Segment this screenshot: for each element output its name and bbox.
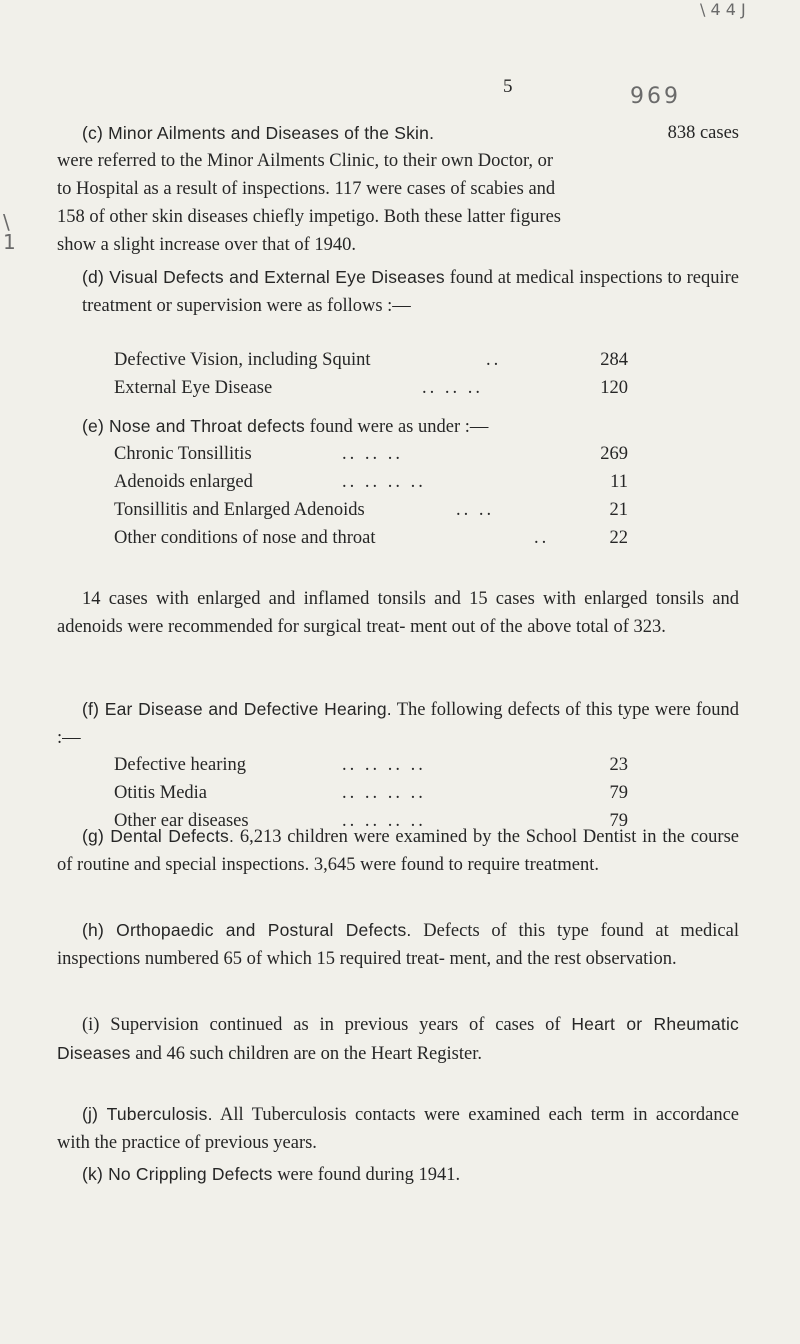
row-label: Other ear diseases bbox=[114, 811, 249, 831]
section-g-text: 6,213 children were examined by the School Dentist in the course of routine and special inspections. 3,645 were found to require treatment. bbox=[57, 827, 739, 875]
table-row bbox=[114, 779, 654, 807]
section-i-text-a: Supervision continued as in previous years of cases of bbox=[110, 1015, 561, 1035]
section-c-heading: (c) Minor Ailments and Diseases of the Skin. bbox=[82, 123, 435, 143]
section-g-heading: (g) Dental Defects. bbox=[82, 826, 235, 846]
table-row bbox=[114, 496, 654, 524]
row-label: Tonsillitis and Enlarged Adenoids bbox=[114, 500, 365, 520]
row-leader: .. .. .. bbox=[422, 378, 483, 398]
table-row bbox=[114, 468, 654, 496]
section-e-note bbox=[57, 585, 739, 641]
row-leader: .. bbox=[486, 350, 502, 370]
row-leader: .. bbox=[534, 528, 550, 548]
row-label: Otitis Media bbox=[114, 783, 208, 803]
table-row bbox=[114, 751, 654, 779]
section-c-line-4: 158 of other skin diseases chiefly impetigo. Both these latter figures bbox=[57, 207, 562, 227]
section-k-heading: (k) No Crippling Defects bbox=[82, 1164, 273, 1184]
handwritten-scribble-top: \ 4 4 J bbox=[700, 0, 746, 19]
section-d-text: found at medical inspections to require treatment or supervision were as follows :— bbox=[82, 268, 739, 316]
row-leader: .. .. .. .. bbox=[342, 811, 426, 831]
row-value: 120 bbox=[600, 378, 628, 398]
nose-throat-table bbox=[114, 440, 654, 552]
row-value: 23 bbox=[609, 755, 628, 775]
section-c-line-2: were referred to the Minor Ailments Clinic, to their own Doctor, or bbox=[57, 151, 554, 171]
row-label: Adenoids enlarged bbox=[114, 472, 253, 492]
row-value: 21 bbox=[609, 500, 628, 520]
row-value: 269 bbox=[600, 444, 628, 464]
section-d-heading: (d) Visual Defects and External Eye Diseases bbox=[82, 267, 445, 287]
row-value: 79 bbox=[609, 811, 628, 831]
section-c-line-3: to Hospital as a result of inspections. 117 were cases of scabies and bbox=[57, 179, 556, 199]
section-h-orthopaedic bbox=[57, 916, 739, 973]
row-label: Defective Vision, including Squint bbox=[114, 350, 371, 370]
row-label: Defective hearing bbox=[114, 755, 246, 775]
section-c-line-1: 838 cases bbox=[667, 123, 739, 143]
section-i-heading: Heart or Rheumatic Diseases bbox=[57, 1014, 740, 1063]
row-value: 22 bbox=[609, 528, 628, 548]
visual-defects-table bbox=[114, 346, 654, 402]
section-j-text: All Tuberculosis contacts were examined each term in accordance with the practice of previous years. bbox=[57, 1105, 739, 1153]
section-e-note-text: 14 cases with enlarged and inflamed tonsils and 15 cases with enlarged tonsils and adenoids were recommended for surgical treat- ment out of the above total of 323. bbox=[57, 589, 739, 637]
section-d-visual-defects bbox=[57, 263, 739, 320]
section-k-text: were found during 1941. bbox=[277, 1165, 461, 1185]
section-k-crippling bbox=[57, 1160, 739, 1189]
row-label: External Eye Disease bbox=[114, 378, 273, 398]
section-c-line-5: show a slight increase over that of 1940. bbox=[57, 235, 357, 255]
section-e-heading: (e) Nose and Throat defects bbox=[82, 416, 305, 436]
handwritten-page-note: 9 6 9 bbox=[630, 84, 676, 109]
table-row bbox=[114, 346, 654, 374]
section-h-heading: (h) Orthopaedic and Postural Defects. bbox=[82, 920, 412, 940]
row-value: 79 bbox=[609, 783, 628, 803]
page-number: 5 bbox=[503, 76, 513, 97]
section-g-dental bbox=[57, 822, 739, 879]
section-i-label: (i) bbox=[82, 1015, 100, 1035]
section-e-text: found were as under :— bbox=[309, 417, 489, 437]
table-row bbox=[114, 524, 654, 552]
row-leader: .. .. .. .. bbox=[342, 783, 426, 803]
row-leader: .. .. .. .. bbox=[342, 472, 426, 492]
table-row bbox=[114, 440, 654, 468]
section-i-text-b: and 46 such children are on the Heart Register. bbox=[135, 1044, 482, 1064]
section-f-ear-disease bbox=[57, 695, 739, 752]
section-c-minor-ailments bbox=[57, 119, 739, 259]
row-leader: .. .. .. .. bbox=[342, 755, 426, 775]
section-e-nose-throat bbox=[57, 412, 739, 441]
handwritten-margin-mark: \ 1 bbox=[3, 210, 16, 254]
table-row bbox=[114, 374, 654, 402]
row-value: 11 bbox=[610, 472, 628, 492]
row-label: Chronic Tonsillitis bbox=[114, 444, 252, 464]
row-leader: .. .. bbox=[456, 500, 495, 520]
section-i-heart bbox=[57, 1010, 739, 1068]
section-j-tuberculosis bbox=[57, 1100, 739, 1157]
section-f-heading: (f) Ear Disease and Defective Hearing. bbox=[82, 699, 392, 719]
row-leader: .. .. .. bbox=[342, 444, 403, 464]
section-h-text: Defects of this type found at medical inspections numbered 65 of which 15 required treat- ment, and the rest observation. bbox=[57, 921, 739, 969]
section-j-heading: (j) Tuberculosis. bbox=[82, 1104, 213, 1124]
row-label: Other conditions of nose and throat bbox=[114, 528, 376, 548]
row-value: 284 bbox=[600, 350, 628, 370]
section-f-text: The following defects of this type were found :— bbox=[57, 700, 739, 748]
